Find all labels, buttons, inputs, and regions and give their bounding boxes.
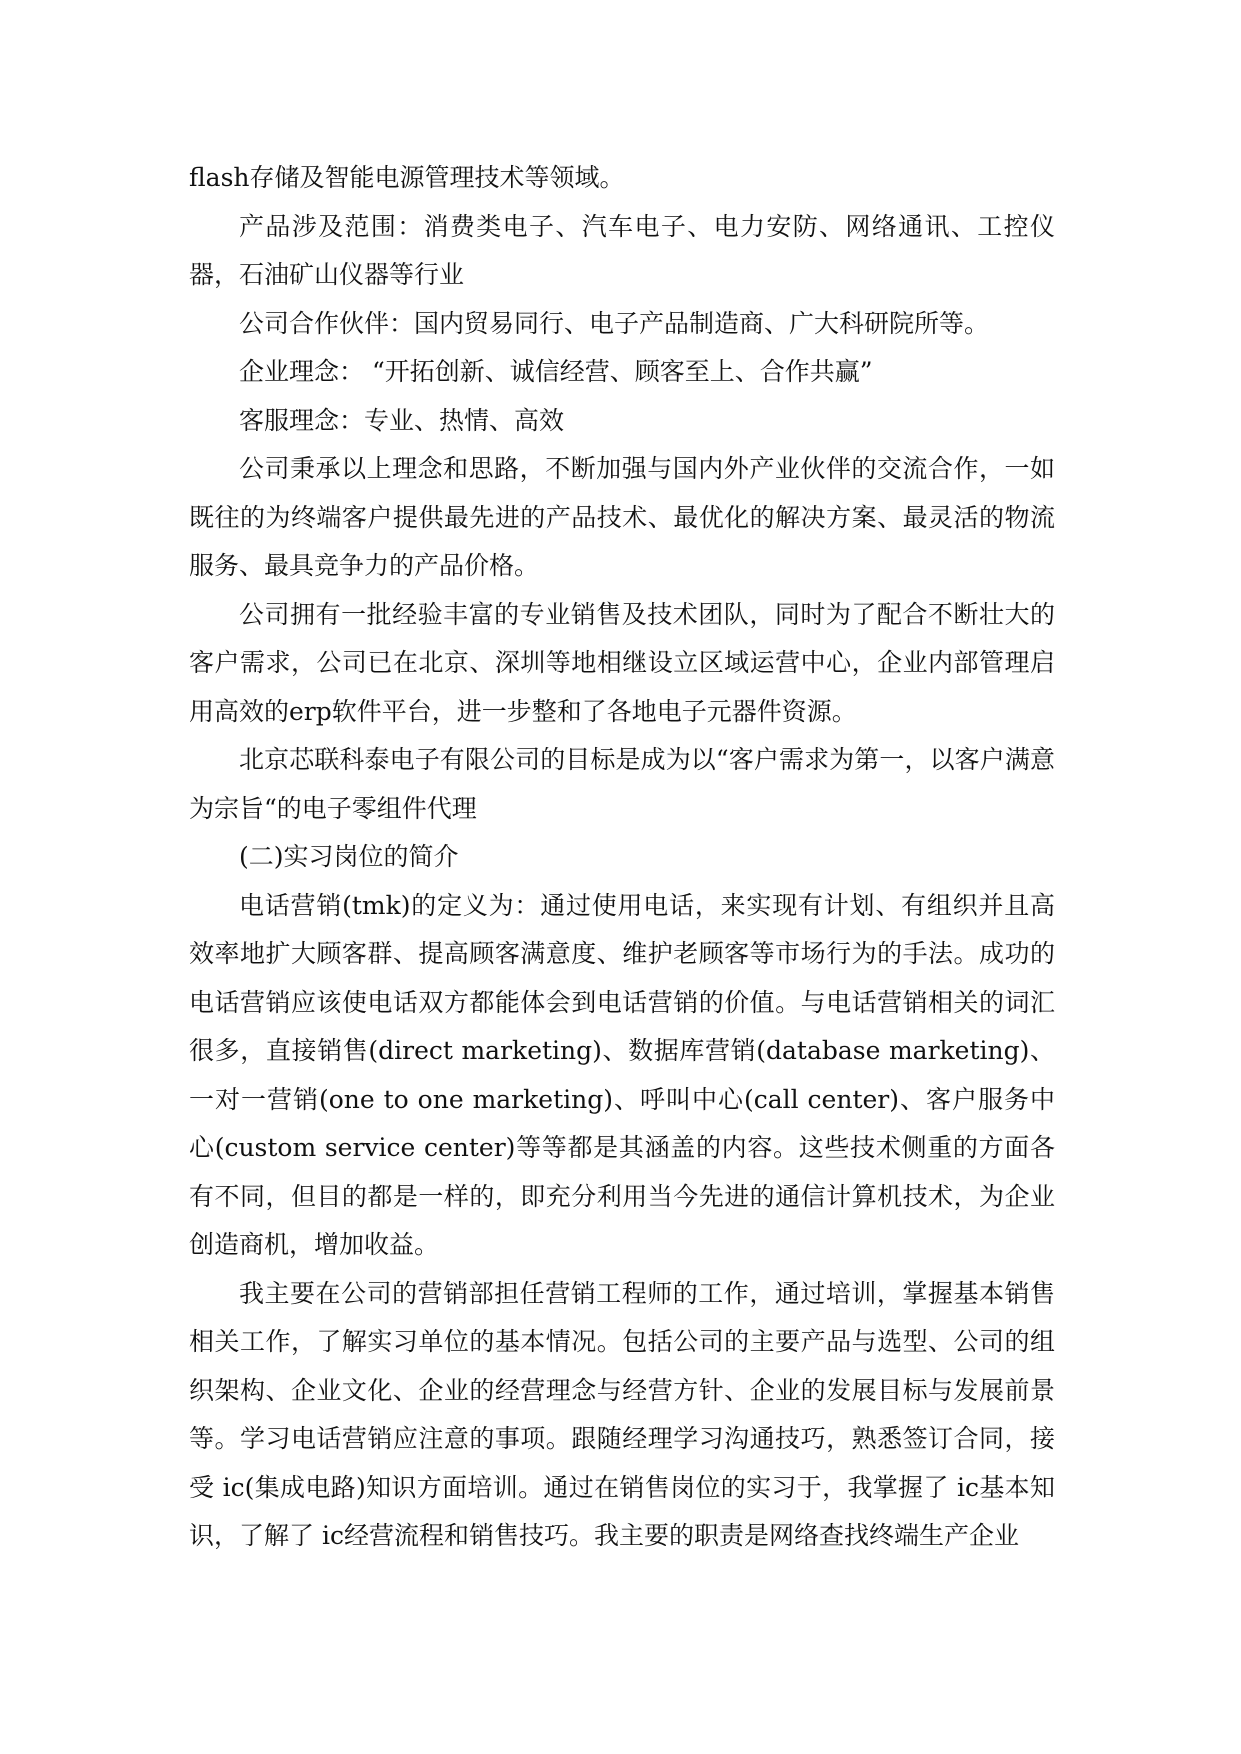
paragraph-service-philosophy: 客服理念：专业、热情、高效 [239,405,565,435]
section-heading-internship-position: (二)实习岗位的简介 [239,842,459,871]
paragraph-telemarketing-definition: 电话营销(tmk)的定义为：通过使用电话，来实现有计划、有组织并且高效率地扩大顾客群、提高顾客满意度、维护老顾客等市场行为的手法。成功的电话营销应该使电话双方都能体会到电话营销的价值。与电话营销相关的词汇很多，直接销售(direct marketing)、数据库营销(database marketing)、一对一营销(one to one marketing)、呼叫中心(call center)、客户服务中心(custom service center)等等都是其涵盖的内容。这些技术侧重的方面各有不同，但目的都是一样的，即充分利用当今先进的通信计算机技术，为企业创造商机，增加收益。 [189,890,1055,1259]
paragraph-corporate-philosophy: 企业理念： “开拓创新、诚信经营、顾客至上、合作共赢” [239,357,873,386]
paragraph-my-duties: 我主要在公司的营销部担任营销工程师的工作，通过培训，掌握基本销售相关工作，了解实习单位的基本情况。包括公司的主要产品与选型、公司的组织架构、企业文化、企业的经营理念与经营方针、企业的发展目标与发展前景等。学习电话营销应注意的事项。跟随经理学习沟通技巧，熟悉签订合同，接受 ic(集成电路)知识方面培训。通过在销售岗位的实习于，我掌握了 ic基本知识，了解了 ic经营流程和销售技巧。我主要的职责是网络查找终端生产企业 [189,1278,1055,1550]
paragraph-product-scope: 产品涉及范围：消费类电子、汽车电子、电力安防、网络通讯、工控仪器，石油矿山仪器等行业 [189,211,1055,289]
paragraph-team: 公司拥有一批经验丰富的专业销售及技术团队，同时为了配合不断壮大的客户需求，公司已在北京、深圳等地相继设立区域运营中心，企业内部管理启用高效的erp软件平台，进一步整和了各地电子元器件资源。 [189,599,1055,726]
paragraph-product-fields: flash存储及智能电源管理技术等领域。 [189,163,625,192]
paragraph-company-goal: 北京芯联科泰电子有限公司的目标是成为以“客户需求为第一，以客户满意为宗旨“的电子零组件代理 [189,745,1055,823]
paragraph-company-commitment: 公司秉承以上理念和思路，不断加强与国内外产业伙伴的交流合作，一如既往的为终端客户提供最先进的产品技术、最优化的解决方案、最灵活的物流服务、最具竞争力的产品价格。 [189,454,1055,580]
document-page [189,154,1055,1561]
paragraph-partners: 公司合作伙伴：国内贸易同行、电子产品制造商、广大科研院所等。 [239,308,990,338]
